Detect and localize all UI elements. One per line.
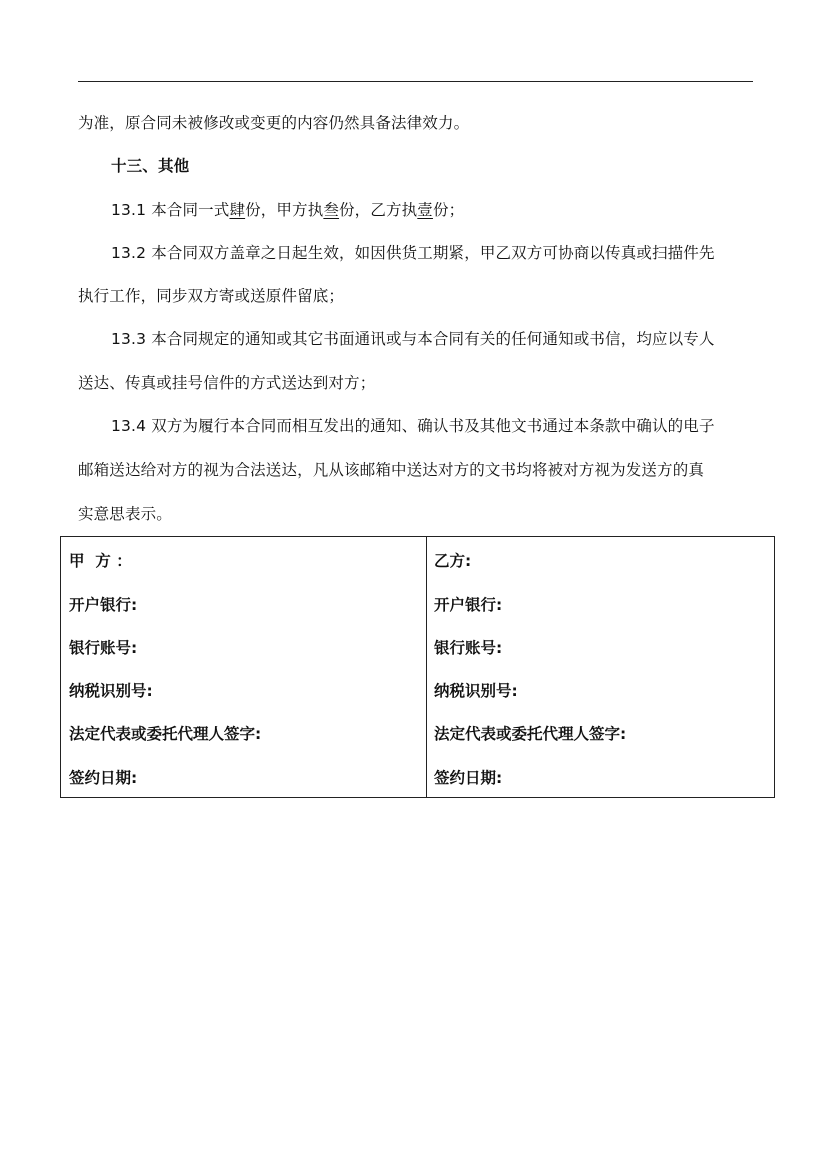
clause-13-1 xyxy=(111,200,464,220)
party-b-tax-id-label: 纳税识别号: xyxy=(434,682,518,700)
copies-party-a: 叁 xyxy=(323,201,340,219)
clause-13-4-line-1: 13.4 双方为履行本合同而相互发出的通知、确认书及其他文书通过本条款中确认的电子 xyxy=(111,417,715,435)
paragraph-continuation: 为准，原合同未被修改或变更的内容仍然具备法律效力。 xyxy=(78,114,470,132)
party-a-bank-label: 开户银行: xyxy=(69,596,138,614)
party-a-account-label: 银行账号: xyxy=(69,639,138,657)
party-a-tax-id-label: 纳税识别号: xyxy=(69,682,153,700)
copies-total: 肆 xyxy=(229,201,246,219)
party-b-bank-label: 开户银行: xyxy=(434,596,503,614)
party-a-name-label: 甲 方 ： xyxy=(69,552,132,570)
party-a-date-label: 签约日期: xyxy=(69,769,138,787)
clause-13-3-line-1: 13.3 本合同规定的通知或其它书面通讯或与本合同有关的任何通知或书信，均应以专人 xyxy=(111,330,715,348)
party-b-account-label: 银行账号: xyxy=(434,639,503,657)
clause-13-3-line-2: 送达、传真或挂号信件的方式送达到对方； xyxy=(78,374,376,392)
clause-13-1-post: 份； xyxy=(432,201,465,219)
clause-13-2-line-2: 执行工作，同步双方寄或送原件留底； xyxy=(78,287,345,305)
clause-13-1-mid2: 份，乙方执 xyxy=(339,201,418,219)
signature-table xyxy=(60,536,775,798)
clause-13-4-line-2: 邮箱送达给对方的视为合法送达，凡从该邮箱中送达对方的文书均将被对方视为发送方的真 xyxy=(78,461,705,479)
clause-13-1-mid1: 份，甲方执 xyxy=(245,201,324,219)
party-b-date-label: 签约日期: xyxy=(434,769,503,787)
party-b-name-label: 乙方: xyxy=(434,552,472,570)
signature-table-divider xyxy=(426,537,427,797)
party-b-representative-label: 法定代表或委托代理人签字: xyxy=(434,725,627,743)
clause-13-1-pre: 13.1 本合同一式 xyxy=(111,201,230,219)
copies-party-b: 壹 xyxy=(417,201,433,219)
party-a-representative-label: 法定代表或委托代理人签字: xyxy=(69,725,262,743)
clause-13-2-line-1: 13.2 本合同双方盖章之日起生效，如因供货工期紧，甲乙双方可协商以传真或扫描件先 xyxy=(111,244,715,262)
clause-13-4-line-3: 实意思表示。 xyxy=(78,505,172,523)
header-rule xyxy=(78,81,753,82)
section-heading: 十三、其他 xyxy=(111,157,190,175)
